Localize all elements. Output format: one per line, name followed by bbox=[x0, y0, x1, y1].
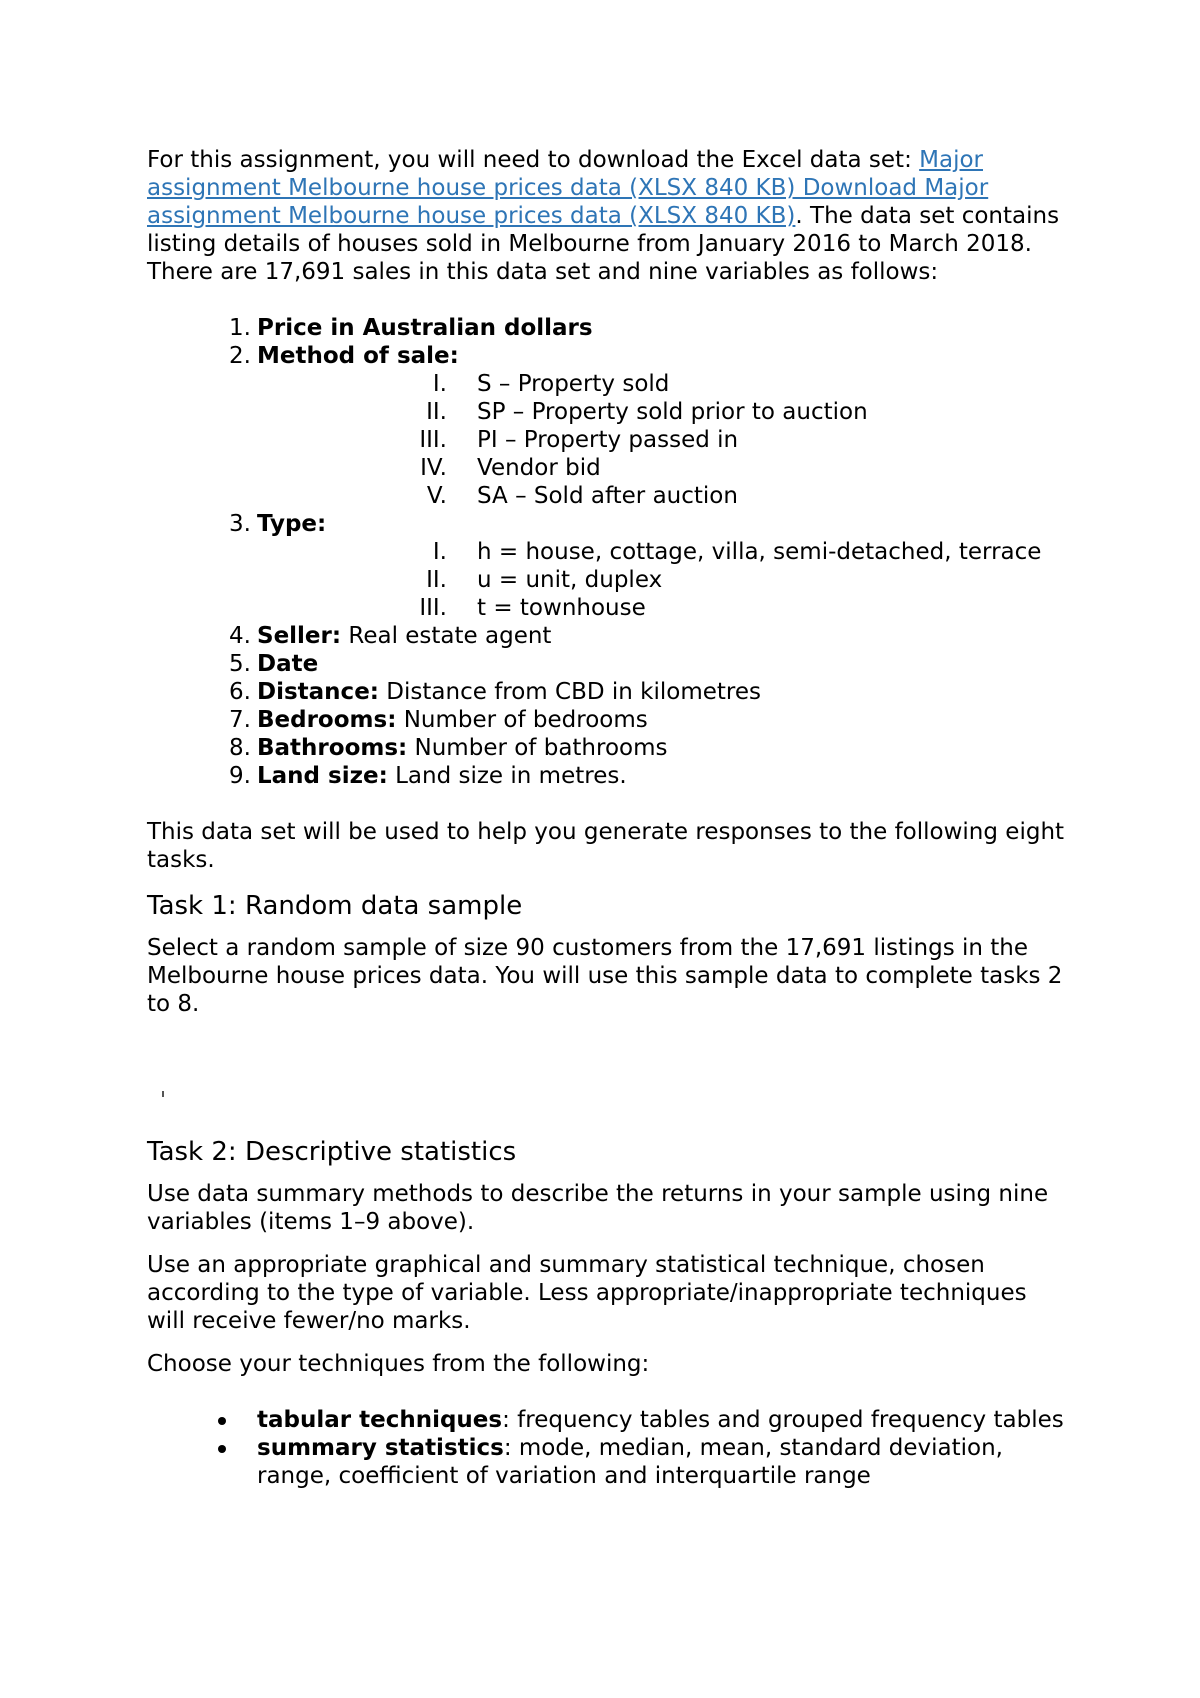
technique-description: : frequency tables and grouped frequency tables bbox=[502, 1407, 1064, 1433]
variable-label: Bathrooms: bbox=[257, 735, 408, 761]
list-number: 8. bbox=[229, 735, 251, 761]
list-item bbox=[147, 314, 1067, 342]
roman-numeral: I. bbox=[432, 371, 447, 397]
task2-paragraph-2: Use an appropriate graphical and summary statistical technique, chosen according to the type of variable. Less appropriate/inappropriate techniques will receive fewer/no marks. bbox=[147, 1252, 1027, 1334]
variable-label: Land size: bbox=[257, 763, 388, 789]
list-number: 4. bbox=[229, 623, 251, 649]
sub-list-item bbox=[257, 426, 1067, 454]
technique-label: summary statistics bbox=[257, 1435, 504, 1461]
sub-list-item bbox=[257, 370, 1067, 398]
variable-label: Bedrooms: bbox=[257, 707, 397, 733]
task1-heading: Task 1: Random data sample bbox=[147, 891, 523, 921]
list-item bbox=[147, 622, 1067, 650]
sub-item-text: h = house, cottage, villa, semi-detached, terrace bbox=[477, 539, 1042, 565]
sub-list-item bbox=[257, 398, 1067, 426]
variable-label: Distance: bbox=[257, 679, 379, 705]
usage-paragraph: This data set will be used to help you generate responses to the following eight tasks. bbox=[147, 819, 1065, 873]
download-link[interactable]: Major assignment Melbourne house prices data (XLSX 840 KB) Download Major assignment Melbourne house prices data (XLSX 840 KB) bbox=[147, 147, 989, 229]
stray-mark bbox=[162, 1091, 164, 1097]
bullet-icon bbox=[218, 1417, 226, 1425]
roman-numeral: V. bbox=[426, 483, 447, 509]
variables-list bbox=[147, 314, 1067, 790]
sub-list-item bbox=[257, 538, 1067, 566]
variable-description: Number of bathrooms bbox=[407, 735, 668, 761]
variable-description: Number of bedrooms bbox=[396, 707, 648, 733]
task2-heading: Task 2: Descriptive statistics bbox=[147, 1137, 517, 1167]
technique-description: : mode, median, mean, standard deviation, range, coefficient of variation and interquartile range bbox=[257, 1435, 1003, 1489]
sub-item-text: Vendor bid bbox=[477, 455, 601, 481]
type-sublist bbox=[257, 538, 1067, 622]
sub-item-text: SP – Property sold prior to auction bbox=[477, 399, 868, 425]
intro-text-continued: . The data set contains listing details of houses sold in Melbourne from January 2016 to March 2018. There are 17,691 sales in this data set and nine variables as follows: bbox=[147, 203, 1060, 285]
list-item bbox=[147, 342, 1067, 510]
sub-item-text: S – Property sold bbox=[477, 371, 670, 397]
list-item bbox=[147, 1406, 1067, 1434]
roman-numeral: IV. bbox=[420, 455, 447, 481]
task2-paragraph-1: Use data summary methods to describe the returns in your sample using nine variables (items 1–9 above). bbox=[147, 1181, 1049, 1235]
roman-numeral: I. bbox=[432, 539, 447, 565]
variable-description: Real estate agent bbox=[341, 623, 552, 649]
list-number: 7. bbox=[229, 707, 251, 733]
list-item bbox=[147, 510, 1067, 622]
variable-description: Land size in metres. bbox=[387, 763, 627, 789]
variable-label: Seller: bbox=[257, 623, 342, 649]
task2-paragraph-3: Choose your techniques from the following: bbox=[147, 1351, 650, 1377]
roman-numeral: III. bbox=[419, 427, 447, 453]
list-item bbox=[147, 1434, 1067, 1490]
variable-label: Price in Australian dollars bbox=[257, 315, 593, 341]
list-number: 9. bbox=[229, 763, 251, 789]
sub-list-item bbox=[257, 482, 1067, 510]
variable-label: Date bbox=[257, 651, 319, 677]
list-item bbox=[147, 734, 1067, 762]
list-item bbox=[147, 706, 1067, 734]
method-of-sale-sublist bbox=[257, 370, 1067, 510]
intro-text: For this assignment, you will need to download the Excel data set: bbox=[147, 147, 920, 173]
list-item bbox=[147, 650, 1067, 678]
variable-label: Type: bbox=[257, 511, 327, 537]
list-item bbox=[147, 678, 1067, 706]
sub-item-text: PI – Property passed in bbox=[477, 427, 739, 453]
bullet-icon bbox=[218, 1445, 226, 1453]
list-item bbox=[147, 762, 1067, 790]
list-number: 1. bbox=[229, 315, 251, 341]
techniques-list bbox=[147, 1406, 1067, 1490]
list-number: 3. bbox=[229, 511, 251, 537]
sub-item-text: u = unit, duplex bbox=[477, 567, 663, 593]
roman-numeral: II. bbox=[426, 567, 447, 593]
document-content bbox=[147, 146, 1067, 1490]
technique-label: tabular techniques bbox=[257, 1407, 503, 1433]
sub-item-text: t = townhouse bbox=[477, 595, 646, 621]
variable-label: Method of sale: bbox=[257, 343, 459, 369]
sub-list-item bbox=[257, 594, 1067, 622]
sub-item-text: SA – Sold after auction bbox=[477, 483, 738, 509]
roman-numeral: II. bbox=[426, 399, 447, 425]
task1-body: Select a random sample of size 90 customers from the 17,691 listings in the Melbourne house prices data. You will use this sample data to complete tasks 2 to 8. bbox=[147, 935, 1063, 1017]
sub-list-item bbox=[257, 566, 1067, 594]
roman-numeral: III. bbox=[419, 595, 447, 621]
list-number: 5. bbox=[229, 651, 251, 677]
variable-description: Distance from CBD in kilometres bbox=[379, 679, 761, 705]
intro-paragraph bbox=[147, 146, 1067, 286]
sub-list-item bbox=[257, 454, 1067, 482]
list-number: 6. bbox=[229, 679, 251, 705]
list-number: 2. bbox=[229, 343, 251, 369]
